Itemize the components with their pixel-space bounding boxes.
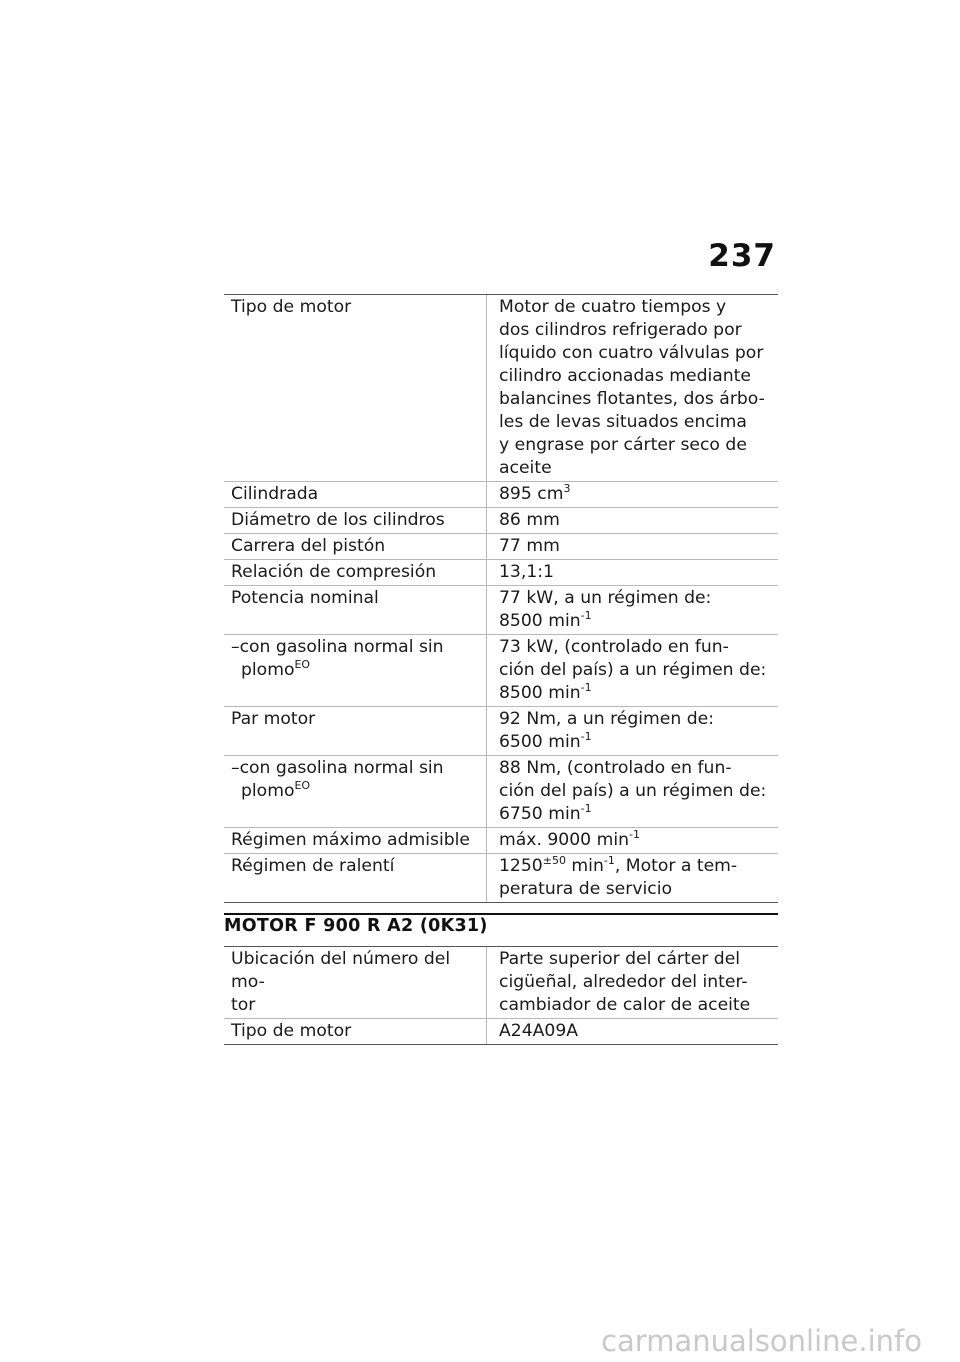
spec-value — [487, 635, 778, 706]
spec-label: Régimen máximo admisible — [224, 828, 487, 853]
value-text: 6500 min — [499, 732, 581, 752]
superscript: -1 — [603, 854, 615, 867]
value-line: 77 kW, a un régimen de: — [499, 588, 712, 608]
label-text: plomo — [241, 781, 295, 801]
engine-a2-spec-table — [224, 946, 778, 1045]
table-row — [224, 635, 778, 707]
spec-value — [487, 482, 778, 507]
spec-value: 13,1:1 — [499, 562, 554, 582]
value-text: , Motor a tem- — [614, 856, 738, 876]
label-line: –con gasolina normal sin — [231, 758, 444, 778]
value-line: 88 Nm, (controlado en fun- — [499, 758, 732, 778]
table-row — [224, 295, 778, 482]
label-line: –con gasolina normal sin — [231, 637, 444, 657]
spec-label: Tipo de motor — [224, 1019, 487, 1044]
superscript: -1 — [580, 681, 592, 694]
value-text: 8500 min — [499, 683, 581, 703]
watermark: carmanualsonline.info — [601, 1324, 922, 1358]
table-row — [224, 947, 778, 1019]
spec-value — [487, 854, 778, 902]
value-line: 92 Nm, a un régimen de: — [499, 709, 715, 729]
label-line: Ubicación del número del mo- — [231, 949, 451, 992]
table-row — [224, 854, 778, 903]
value-line — [499, 731, 772, 754]
table-row — [224, 534, 778, 560]
spec-label: Par motor — [224, 707, 487, 755]
page-number: 237 — [708, 238, 776, 274]
value-line — [499, 610, 772, 633]
value-line: cilindro accionadas mediante — [499, 366, 751, 386]
spec-label: Diámetro de los cilindros — [224, 508, 487, 533]
spec-value — [487, 756, 778, 827]
superscript: 3 — [563, 482, 571, 495]
value-text: máx. 9000 min — [499, 830, 629, 850]
spec-value: 86 mm — [499, 510, 560, 530]
value-line: balancines flotantes, dos árbo- — [499, 389, 765, 409]
section-divider — [224, 913, 778, 915]
value-text: 1250 — [499, 856, 543, 876]
table-row — [224, 1019, 778, 1045]
value-line — [499, 803, 772, 826]
value-line — [499, 682, 772, 705]
value-line: ción del país) a un régimen de: — [499, 781, 767, 801]
superscript: -1 — [580, 802, 592, 815]
section-title: MOTOR F 900 R A2 (0K31) — [224, 916, 488, 936]
spec-label — [224, 947, 487, 1018]
value-line: líquido con cuatro válvulas por — [499, 343, 764, 363]
label-line — [231, 659, 478, 682]
table-row — [224, 707, 778, 756]
value-text: 895 cm — [499, 484, 564, 504]
value-line: cambiador de calor de aceite — [499, 995, 751, 1015]
spec-value: 77 mm — [499, 536, 560, 556]
superscript: EO — [294, 779, 311, 792]
table-row — [224, 756, 778, 828]
value-line — [499, 855, 772, 878]
value-line: ción del país) a un régimen de: — [499, 660, 767, 680]
value-line: les de levas situados encima — [499, 412, 747, 432]
value-line: aceite — [499, 458, 552, 478]
label-line — [231, 780, 478, 803]
label-line: tor — [231, 995, 256, 1015]
superscript: ±50 — [542, 854, 566, 867]
superscript: -1 — [629, 828, 640, 841]
spec-label — [224, 635, 487, 706]
spec-label: Relación de compresión — [224, 560, 487, 585]
value-line: 73 kW, (controlado en fun- — [499, 637, 729, 657]
spec-label: Cilindrada — [224, 482, 487, 507]
value-line: peratura de servicio — [499, 879, 673, 899]
table-row — [224, 560, 778, 586]
table-row — [224, 586, 778, 635]
superscript: EO — [294, 658, 311, 671]
value-line: Parte superior del cárter del — [499, 949, 741, 969]
spec-label — [224, 756, 487, 827]
value-line: Motor de cuatro tiempos y — [499, 297, 727, 317]
value-text: 6750 min — [499, 804, 581, 824]
value-line: cigüeñal, alrededor del inter- — [499, 972, 748, 992]
table-row — [224, 482, 778, 508]
value-line: dos cilindros refrigerado por — [499, 320, 742, 340]
superscript: -1 — [580, 609, 592, 622]
engine-spec-table — [224, 294, 778, 903]
spec-value — [487, 295, 778, 481]
value-text: 8500 min — [499, 611, 581, 631]
spec-label: Tipo de motor — [224, 295, 487, 481]
spec-value — [487, 828, 778, 853]
label-text: plomo — [241, 660, 295, 680]
superscript: -1 — [580, 730, 592, 743]
spec-value — [487, 586, 778, 634]
table-row — [224, 508, 778, 534]
spec-label: Régimen de ralentí — [224, 854, 487, 902]
value-line: y engrase por cárter seco de — [499, 435, 747, 455]
spec-label: Carrera del pistón — [224, 534, 487, 559]
spec-value — [487, 947, 778, 1018]
value-text: min — [565, 856, 604, 876]
spec-label: Potencia nominal — [224, 586, 487, 634]
spec-value — [487, 707, 778, 755]
table-row — [224, 828, 778, 854]
spec-value: A24A09A — [499, 1021, 579, 1041]
